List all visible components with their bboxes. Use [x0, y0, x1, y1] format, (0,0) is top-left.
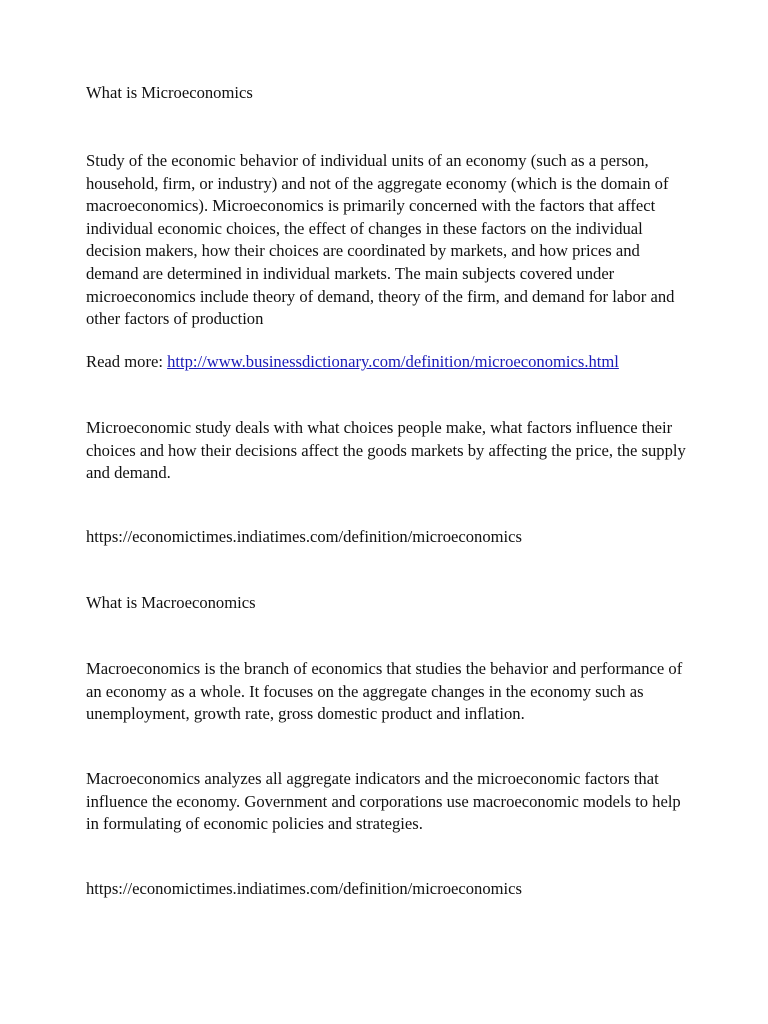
macro-paragraph-2: Macroeconomics analyzes all aggregate indicators and the microeconomic factors that influence the economy. Government and corporations use macroeconomic models to help in formulating of economic policies and strategies.: [86, 769, 681, 834]
macro-heading: What is Macroeconomics: [86, 593, 256, 612]
micro-paragraph-1: Study of the economic behavior of individual units of an economy (such as a person, household, firm, or industry) and not of the aggregate economy (which is the domain of macroeconomics). Microeconomics is primarily concerned with the factors that affect individual economic choices, the effect of changes in these factors on the individual decision makers, how their choices are coordinated by markets, and how prices and demand are determined in individual markets. The main subjects covered under microeconomics include theory of demand, theory of the firm, and demand for labor and other factors of production: [86, 151, 675, 329]
micro-source-url: https://economictimes.indiatimes.com/definition/microeconomics: [86, 527, 522, 546]
read-more-label: Read more:: [86, 352, 168, 371]
read-more-line: [86, 351, 696, 374]
micro-paragraph-2: Microeconomic study deals with what choices people make, what factors influence their choices and how their decisions affect the goods markets by affecting the price, the supply and demand.: [86, 418, 686, 483]
macro-source-url: https://economictimes.indiatimes.com/definition/microeconomics: [86, 879, 522, 898]
macro-paragraph-1: Macroeconomics is the branch of economics that studies the behavior and performance of an economy as a whole. It focuses on the aggregate changes in the economy such as unemployment, growth rate, gross domestic product and inflation.: [86, 659, 683, 724]
micro-heading: What is Microeconomics: [86, 83, 253, 102]
businessdictionary-link[interactable]: http://www.businessdictionary.com/definition/microeconomics.html: [167, 352, 619, 371]
